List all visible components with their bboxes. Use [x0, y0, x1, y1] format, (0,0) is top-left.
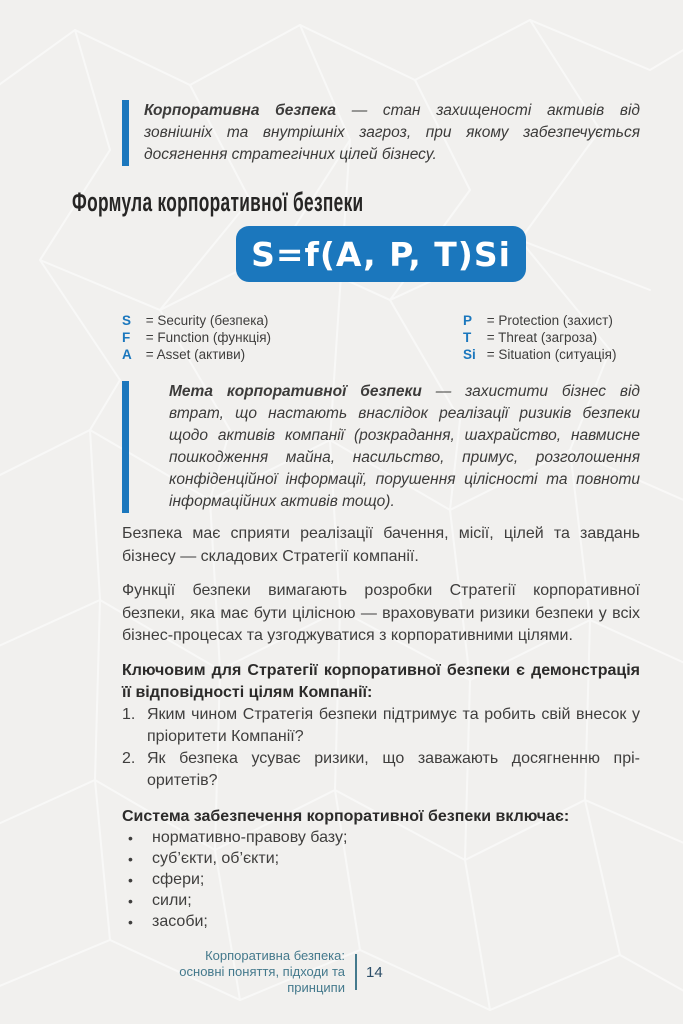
legend-item-asset [122, 346, 463, 363]
list-item-text: сфери; [152, 870, 205, 888]
list-item-text: Як безпека усуває ризики, що заважають досягненню пріоритетів? [147, 749, 640, 789]
list-item-text: засоби; [152, 912, 208, 930]
goal-quote-lead: Мета корпоративної безпеки [169, 383, 422, 400]
footer-title-line2: основні поняття, підходи та принципи [179, 964, 345, 995]
section-heading-text: Формула корпоративної безпеки [72, 187, 364, 217]
paragraph-security-mission: Безпека має сприяти реалізації бачення, місії, цілей та завдань бізнесу — складових Стратегії компанії. [122, 525, 640, 565]
footer-chapter-title [122, 948, 345, 996]
footer-divider [355, 954, 357, 990]
page-footer [122, 948, 383, 996]
legend-value: = Threat (загроза) [486, 330, 598, 345]
formula-container [122, 226, 640, 282]
legend-item-protection [463, 312, 640, 329]
strategy-list-item [122, 748, 640, 792]
legend-key: F [122, 330, 131, 345]
bullet-marker: • [128, 850, 133, 867]
legend-key: S [122, 313, 132, 328]
formula-box [236, 226, 526, 282]
legend-item-threat [463, 329, 640, 346]
bullet-marker: • [128, 829, 133, 846]
legend-value: = Asset (активи) [145, 347, 246, 362]
legend-key: Si [463, 347, 476, 362]
system-list-heading: Система забезпечення корпоративної безпеки включає: [122, 807, 570, 825]
legend-item-function [122, 329, 463, 346]
definition-quote-lead: Корпоративна безпека [144, 102, 337, 119]
list-number: 2. [122, 749, 136, 767]
list-number: 1. [122, 705, 136, 723]
legend-item-security [122, 312, 463, 329]
list-item-text: нормативно-правову базу; [152, 828, 348, 846]
formula-legend [122, 312, 640, 363]
legend-key: T [463, 330, 472, 345]
system-list-item [122, 912, 640, 933]
list-item-text: суб’єкти, об’єкти; [152, 849, 280, 867]
legend-right-column [463, 312, 640, 363]
list-item-text: сили; [152, 891, 192, 909]
goal-quote [122, 381, 640, 513]
system-list-item [122, 891, 640, 912]
legend-left-column [122, 312, 463, 363]
legend-value: = Security (безпека) [145, 313, 269, 328]
system-list [122, 828, 640, 933]
legend-item-situation [463, 346, 640, 363]
strategy-list-item [122, 704, 640, 748]
strategy-list-heading: Ключовим для Стратегії корпоративної безпеки є демонстрація її відповідності цілям Компанії: [122, 661, 640, 701]
bullet-marker: • [128, 892, 133, 909]
legend-key: P [463, 313, 473, 328]
system-list-item [122, 870, 640, 891]
legend-value: = Situation (ситуація) [486, 347, 617, 362]
list-item-text: Яким чином Стратегія безпеки підтримує та робить свій внесок у пріоритети Компанії? [147, 705, 640, 745]
section-heading [72, 182, 640, 217]
formula-text: S=f(A, P, T)Si [251, 234, 511, 274]
goal-quote-text: — захистити бізнес від втрат, що настають внаслідок реалізації ризиків безпеки щодо активів компанії (розкрадання, шахрайство, навмисне пошкодження майна, насильство, примус, розголошення конфіденційної інформації, порушення цілісності та повноти інформаційних активів тощо). [169, 383, 640, 510]
footer-title-line1: Корпоративна безпека: [205, 948, 345, 963]
definition-quote-text: — стан захищеності активів від зовнішніх та внутрішніх загроз, при якому забезпечується досягнення стратегічних цілей бізнесу. [144, 102, 640, 163]
legend-key: A [122, 347, 132, 362]
legend-value: = Function (функція) [145, 330, 272, 345]
definition-quote [122, 100, 640, 166]
strategy-list [122, 704, 640, 792]
page-number: 14 [366, 963, 383, 981]
bullet-marker: • [128, 871, 133, 888]
system-list-item [122, 849, 640, 870]
system-list-item [122, 828, 640, 849]
bullet-marker: • [128, 913, 133, 930]
paragraph-security-functions: Функції безпеки вимагають розробки Стратегії корпоративної безпеки, яка має бути цілісною — враховувати ризики безпеки у всіх бізнес-процесах та узгоджуватися з корпоративними цілями. [122, 582, 640, 644]
legend-value: = Protection (захист) [486, 313, 613, 328]
